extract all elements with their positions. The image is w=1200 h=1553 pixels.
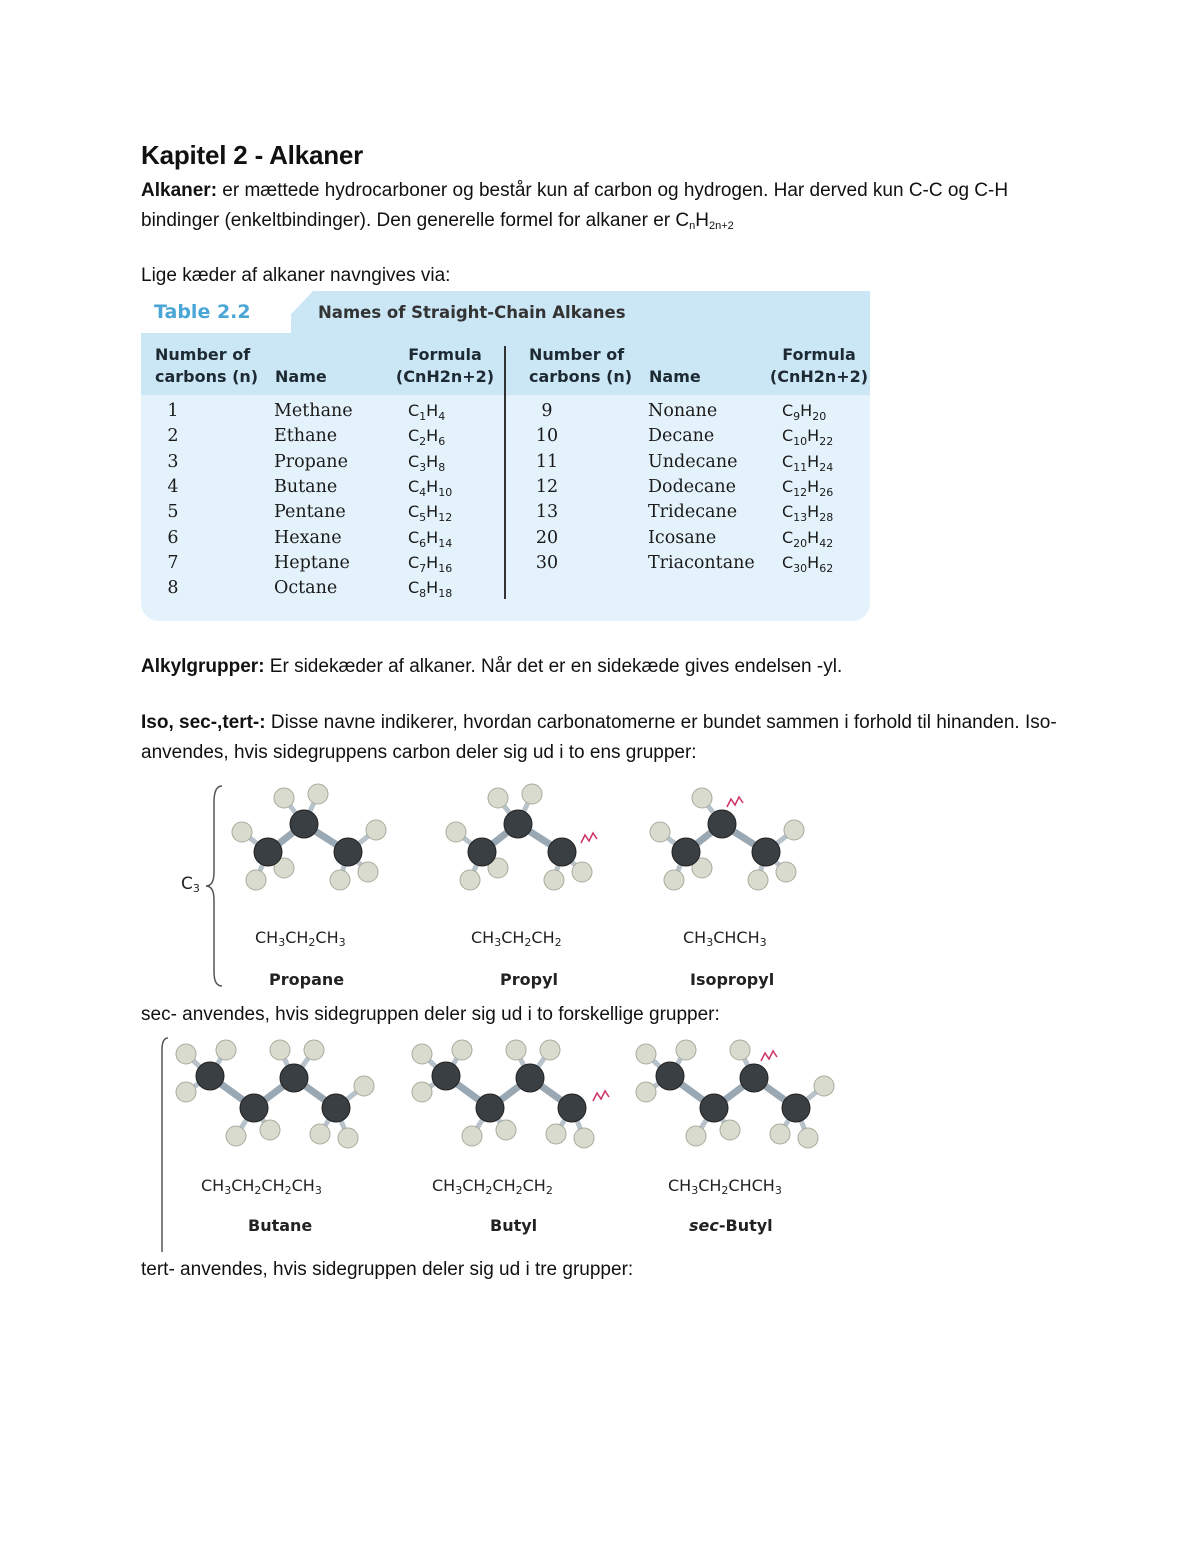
hydrogen-atom — [686, 1126, 706, 1146]
alkane-name-cell: Icosane — [648, 527, 717, 548]
tert-paragraph: tert- anvendes, hvis sidegruppen deler sig ud i tre grupper: — [141, 1259, 634, 1280]
carbon-count-cell: 12 — [535, 476, 559, 497]
butyl-formula: $CH_3CH_2CH_2CH_2$ — [432, 1176, 553, 1197]
hydrogen-atom — [572, 862, 592, 882]
alkane-formula-cell: $C_2H_6$ — [408, 426, 446, 449]
propane-formula: $CH_3CH_2CH_3$ — [255, 928, 346, 949]
col-header-formula-right: Formula (CnH2n+2) — [769, 345, 869, 386]
intro-paragraph — [141, 176, 1061, 241]
hydrogen-atom — [308, 784, 328, 804]
carbon-count-cell: 13 — [535, 502, 559, 523]
butane-name: Butane — [248, 1216, 313, 1235]
carbon-count-cell: 20 — [535, 527, 559, 548]
propane-name: Propane — [269, 970, 345, 989]
alkane-name-cell: Tridecane — [648, 502, 738, 523]
hydrogen-atom — [540, 1040, 560, 1060]
alkane-formula-cell: $C_4H_{10}$ — [408, 476, 453, 499]
hydrogen-atom — [338, 1128, 358, 1148]
c3-figure-group — [170, 782, 830, 992]
table-title: Names of Straight-Chain Alkanes — [318, 303, 626, 322]
butane-formula: $CH_3CH_2CH_2CH_3$ — [201, 1176, 322, 1197]
alkane-name-cell: Decane — [648, 426, 715, 447]
alkane-name-cell: Nonane — [648, 401, 718, 421]
hydrogen-atom — [506, 1040, 526, 1060]
hydrogen-atom — [784, 820, 804, 840]
carbon-atom — [516, 1064, 544, 1092]
alkane-name-cell: Hexane — [274, 527, 342, 548]
propane-molecule-model — [226, 782, 426, 902]
hydrogen-atom — [636, 1044, 656, 1064]
isopropyl-formula: $CH_3CHCH_3$ — [683, 928, 767, 949]
isopropyl-name: Isopropyl — [690, 970, 775, 989]
hydrogen-atom — [488, 788, 508, 808]
attachment-point-mark — [593, 1091, 609, 1101]
col-header-name-left: Name — [275, 367, 327, 386]
alkane-name-cell: Undecane — [648, 451, 738, 472]
carbon-atom — [196, 1062, 224, 1090]
carbon-atom — [782, 1094, 810, 1122]
hydrogen-atom — [798, 1128, 818, 1148]
c3-label: $C_3$ — [181, 874, 200, 895]
alkyl-term: Alkylgrupper: — [141, 656, 265, 677]
alkane-name-cell: Ethane — [274, 426, 338, 447]
hydrogen-atom — [270, 1040, 290, 1060]
butyl-molecule-model — [406, 1034, 626, 1159]
attachment-point-mark — [761, 1051, 777, 1061]
col-header-number-right: Number of carbons (n) — [529, 345, 633, 386]
carbon-atom — [280, 1064, 308, 1092]
propyl-molecule-model — [440, 782, 640, 902]
carbon-count-cell: 1 — [167, 401, 179, 421]
hydrogen-atom — [366, 820, 386, 840]
alkane-formula-cell: $C_9H_{20}$ — [782, 401, 827, 423]
hydrogen-atom — [720, 1120, 740, 1140]
alkane-names-table — [141, 291, 870, 621]
hydrogen-atom — [176, 1082, 196, 1102]
hydrogen-atom — [676, 1040, 696, 1060]
carbon-count-cell: 4 — [167, 476, 179, 497]
hydrogen-atom — [246, 870, 266, 890]
butane-molecule-model — [170, 1034, 390, 1159]
hydrogen-atom — [462, 1126, 482, 1146]
carbon-count-cell: 9 — [541, 401, 553, 421]
alkane-formula-cell: $C_3H_8$ — [408, 451, 446, 474]
alkane-name-cell: Triacontane — [648, 552, 755, 573]
hydrogen-atom — [354, 1076, 374, 1096]
carbon-count-cell: 5 — [167, 502, 179, 523]
hydrogen-atom — [522, 784, 542, 804]
iso-term: Iso, sec-,tert-: — [141, 712, 266, 733]
column-divider — [504, 346, 506, 599]
alkyl-paragraph — [141, 652, 1061, 682]
hydrogen-atom — [692, 788, 712, 808]
col-header-number-left: Number of carbons (n) — [155, 345, 259, 386]
hydrogen-atom — [496, 1120, 516, 1140]
alkane-name-cell: Heptane — [274, 552, 350, 573]
hydrogen-atom — [460, 870, 480, 890]
carbon-atom — [656, 1062, 684, 1090]
c4-bracket — [150, 1034, 170, 1256]
carbon-atom — [334, 838, 362, 866]
sec-paragraph: sec- anvendes, hvis sidegruppen deler sig ud i to forskellige grupper: — [141, 1004, 720, 1025]
carbon-atom — [322, 1094, 350, 1122]
iso-text: Disse navne indikerer, hvordan carbonatomerne er bundet sammen i forhold til hinanden. Iso- anvendes, hvis sidegruppens carbon deler sig ud i to ens grupper: — [141, 712, 1057, 763]
alkane-formula-cell: $C_{12}H_{26}$ — [782, 476, 834, 499]
sec-butyl-molecule-model — [630, 1034, 850, 1159]
alkyl-text: Er sidekæder af alkaner. Når det er en sidekæde gives endelsen -yl. — [264, 656, 843, 677]
carbon-atom — [752, 838, 780, 866]
hydrogen-atom — [412, 1044, 432, 1064]
alkane-formula-cell: $C_{30}H_{62}$ — [782, 552, 834, 575]
hydrogen-atom — [232, 822, 252, 842]
intro-text: er mættede hydrocarboner og består kun af carbon og hydrogen. Har derved kun C-C og C-H bindinger (enkeltbindinger). Den generelle formel for alkaner er C — [141, 180, 1009, 231]
alkane-formula-cell: $C_7H_{16}$ — [408, 552, 453, 575]
propyl-name: Propyl — [500, 970, 558, 989]
c4-figure-group — [150, 1034, 850, 1256]
alkane-formula-cell: $C_1H_4$ — [408, 401, 446, 423]
sec-butyl-formula: $CH_3CH_2CHCH_3$ — [668, 1176, 782, 1197]
carbon-atom — [432, 1062, 460, 1090]
hydrogen-atom — [330, 870, 350, 890]
hydrogen-atom — [814, 1076, 834, 1096]
page-title: Kapitel 2 - Alkaner — [141, 140, 364, 170]
alkane-formula-cell: $C_{20}H_{42}$ — [782, 527, 834, 550]
propyl-formula: $CH_3CH_2CH_2$ — [471, 928, 562, 949]
iso-paragraph — [141, 708, 1061, 768]
carbon-atom — [740, 1064, 768, 1092]
alkane-name-cell: Dodecane — [648, 476, 736, 497]
col-header-formula-left: Formula (CnH2n+2) — [395, 345, 495, 386]
hydrogen-atom — [730, 1040, 750, 1060]
hydrogen-atom — [650, 822, 670, 842]
carbon-atom — [558, 1094, 586, 1122]
hydrogen-atom — [216, 1040, 236, 1060]
isopropyl-molecule-model — [644, 782, 844, 902]
intro-term: Alkaner: — [141, 180, 218, 201]
intro-sub-2n2: 2n+2 — [708, 220, 734, 232]
straight-chain-intro: Lige kæder af alkaner navngives via: — [141, 265, 451, 286]
hydrogen-atom — [776, 862, 796, 882]
carbon-atom — [254, 838, 282, 866]
alkane-formula-cell: $C_5H_{12}$ — [408, 502, 453, 525]
hydrogen-atom — [748, 870, 768, 890]
alkane-name-cell: Butane — [274, 476, 338, 497]
hydrogen-atom — [412, 1082, 432, 1102]
col-header-name-right: Name — [649, 367, 701, 386]
alkane-name-cell: Octane — [274, 578, 338, 599]
hydrogen-atom — [664, 870, 684, 890]
carbon-atom — [672, 838, 700, 866]
hydrogen-atom — [304, 1040, 324, 1060]
alkane-name-cell: Pentane — [274, 502, 346, 523]
c3-bracket — [170, 782, 230, 992]
carbon-count-cell: 10 — [535, 426, 559, 447]
hydrogen-atom — [274, 788, 294, 808]
hydrogen-atom — [260, 1120, 280, 1140]
alkane-formula-cell: $C_{11}H_{24}$ — [782, 451, 834, 474]
alkane-name-cell: Propane — [274, 451, 348, 472]
carbon-atom — [708, 810, 736, 838]
carbon-count-cell: 6 — [167, 527, 179, 548]
carbon-count-cell: 7 — [167, 552, 179, 573]
intro-h: H — [695, 210, 709, 231]
hydrogen-atom — [310, 1124, 330, 1144]
carbon-atom — [290, 810, 318, 838]
intro-sub-n: n — [689, 220, 696, 232]
carbon-count-cell: 30 — [535, 552, 559, 573]
sec-butyl-name: sec-Butyl — [689, 1216, 773, 1235]
carbon-count-cell: 3 — [167, 451, 179, 472]
alkane-formula-cell: $C_8H_{18}$ — [408, 578, 453, 601]
carbon-count-cell: 11 — [535, 451, 559, 472]
carbon-atom — [548, 838, 576, 866]
carbon-atom — [468, 838, 496, 866]
alkane-formula-cell: $C_6H_{14}$ — [408, 527, 453, 550]
carbon-count-cell: 8 — [167, 578, 179, 599]
hydrogen-atom — [546, 1124, 566, 1144]
hydrogen-atom — [574, 1128, 594, 1148]
carbon-atom — [504, 810, 532, 838]
hydrogen-atom — [636, 1082, 656, 1102]
hydrogen-atom — [446, 822, 466, 842]
carbon-count-cell: 2 — [167, 426, 179, 447]
hydrogen-atom — [358, 862, 378, 882]
alkane-formula-cell: $C_{13}H_{28}$ — [782, 502, 834, 525]
alkane-name-cell: Methane — [274, 401, 353, 421]
hydrogen-atom — [176, 1044, 196, 1064]
table-label-slant — [273, 291, 313, 333]
attachment-point-mark — [727, 797, 743, 807]
hydrogen-atom — [226, 1126, 246, 1146]
attachment-point-mark — [581, 833, 597, 843]
hydrogen-atom — [770, 1124, 790, 1144]
hydrogen-atom — [544, 870, 564, 890]
table-label: Table 2.2 — [154, 301, 251, 323]
hydrogen-atom — [452, 1040, 472, 1060]
alkane-formula-cell: $C_{10}H_{22}$ — [782, 426, 834, 449]
butyl-name: Butyl — [490, 1216, 538, 1235]
carbon-atom — [240, 1094, 268, 1122]
carbon-atom — [700, 1094, 728, 1122]
carbon-atom — [476, 1094, 504, 1122]
